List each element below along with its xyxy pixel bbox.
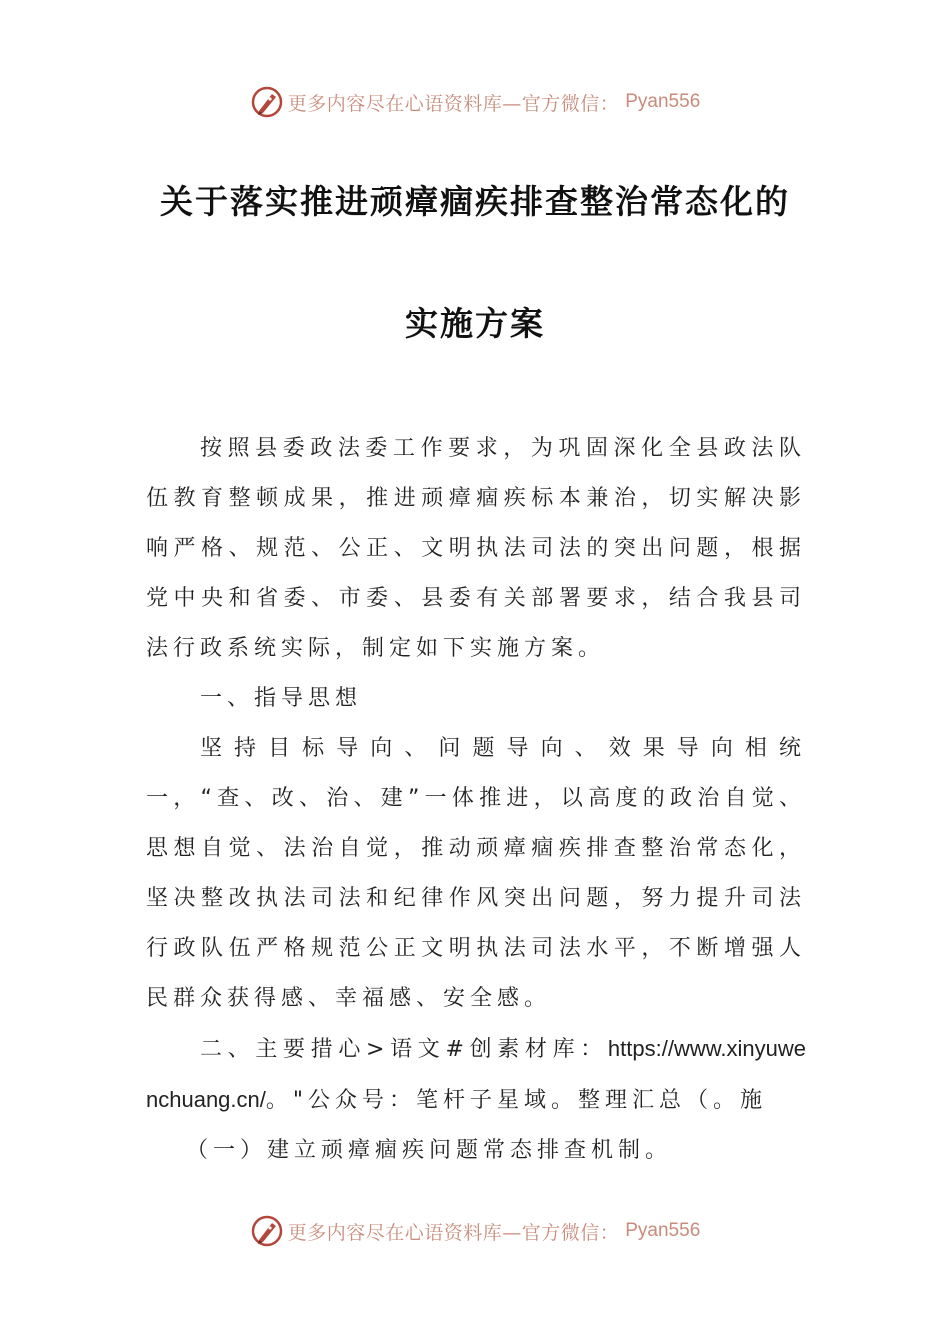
top-banner — [0, 82, 950, 122]
measures-heading-prefix: 二、主要措心>语文#创素材库： — [200, 1037, 608, 1062]
guiding-paragraph: 坚持目标导向、问题导向、效果导向相统一，“查、改、治、建”一体推进，以高度的政治自觉、思想自觉、法治自觉，推动顽瘴痼疾排查整治常态化，坚决整改执法司法和纪律作风突出问题，努力提升司法行政队伍严格规范公正文明执法司法水平，不断增强人民群众获得感、幸福感、安全感。 — [146, 736, 806, 1011]
banner-wechat-id: Pyan556 — [625, 1220, 701, 1241]
intro-paragraph: 按照县委政法委工作要求，为巩固深化全县政法队伍教育整顿成果，推进顽瘴痼疾标本兼治，切实解决影响严格、规范、公正、文明执法司法的突出问题，根据党中央和省委、市委、县委有关部署要求，结合我县司法行政系统实际，制定如下实施方案。 — [146, 436, 806, 661]
measures-heading-suffix: 。"公众号：笔杆子星域。整理汇总（。施 — [265, 1088, 767, 1113]
document-body — [146, 424, 806, 1176]
resource-link[interactable]: https://www.xinyuwenchuang.cn/ — [146, 1036, 806, 1112]
page-title-line2: 实施方案 — [405, 304, 545, 343]
page-title-line1: 关于落实推进顽瘴痼疾排查整治常态化的 — [160, 182, 790, 221]
banner-text: 更多内容尽在心语资料库—官方微信： — [287, 92, 620, 115]
section-heading-measures — [146, 1024, 806, 1126]
subsection-heading-1: （一）建立顽瘴痼疾问题常态排查机制。 — [186, 1138, 673, 1163]
bottom-banner — [0, 1211, 950, 1251]
section-heading-guiding: 一、指导思想 — [200, 686, 363, 711]
banner-wechat-id: Pyan556 — [625, 91, 701, 112]
pen-circle-logo-icon — [250, 85, 284, 119]
pen-circle-logo-icon — [250, 1214, 284, 1248]
banner-text: 更多内容尽在心语资料库—官方微信： — [287, 1221, 620, 1244]
